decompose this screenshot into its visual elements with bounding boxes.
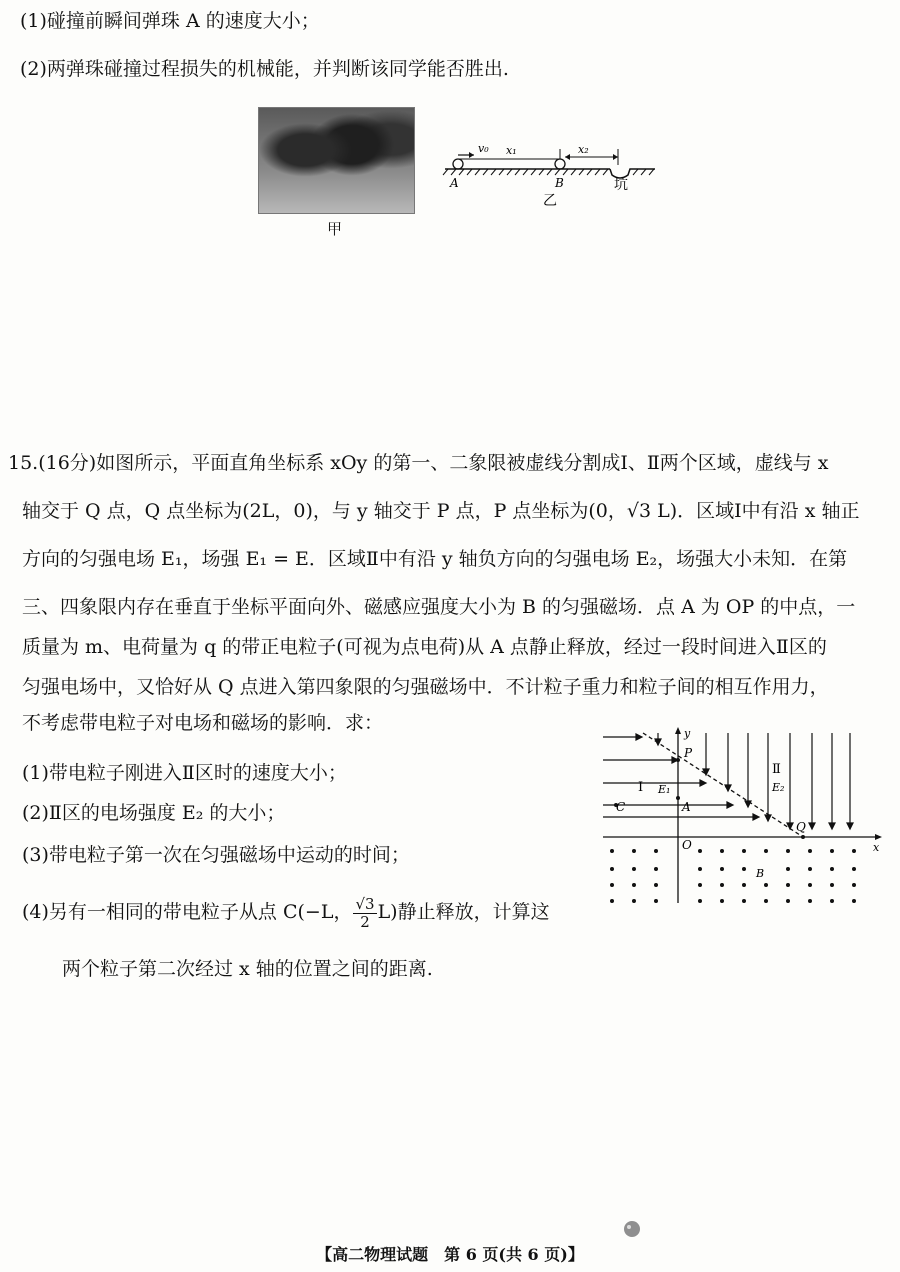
label-a: A [450, 176, 459, 190]
fig15-label-o: O [682, 838, 692, 852]
ball-a [453, 159, 463, 169]
fig15-label-q: Q [796, 820, 806, 834]
q15-sub2: (2)Ⅱ区的电场强度 E₂ 的大小； [22, 802, 286, 824]
fig15-label-c: C [616, 800, 626, 814]
label-v0: v₀ [478, 142, 489, 155]
q15-sub4 [22, 896, 550, 930]
magnetic-field-dots [610, 849, 856, 903]
fig15-label-region-2: Ⅱ [772, 762, 781, 777]
fig15-label-e2: E₂ [772, 781, 785, 794]
fig15-label-b: B [756, 867, 765, 880]
fig-yi-diagram [440, 135, 665, 210]
marbles-photo [258, 107, 415, 214]
q15-sub4-pre: (4)另有一相同的带电粒子从点 C(−L， [22, 901, 353, 923]
q15-line5: 质量为 m、电荷量为 q 的带正电粒子(可视为点电荷)从 A 点静止释放，经过一段时间进入Ⅱ区的 [22, 636, 827, 658]
label-pit: 坑 [614, 177, 628, 193]
q15-sub1: (1)带电粒子刚进入Ⅱ区时的速度大小； [22, 762, 347, 784]
fig15-diagram [598, 725, 888, 910]
stamp-mark [620, 1218, 644, 1240]
q14-sub1: (1)碰撞前瞬间弹珠 A 的速度大小； [20, 10, 320, 32]
fig15-label-x: x [873, 841, 880, 854]
q15-sub4-cont: 两个粒子第二次经过 x 轴的位置之间的距离. [62, 958, 433, 980]
q15-line6: 匀强电场中，又恰好从 Q 点进入第四象限的匀强磁场中．不计粒子重力和粒子间的相互作用力， [22, 676, 829, 698]
fig15-label-region-1: Ⅰ [638, 780, 644, 795]
q14-sub2: (2)两弹珠碰撞过程损失的机械能，并判断该同学能否胜出. [20, 58, 509, 80]
frac-num: √3 [355, 895, 375, 913]
fig15-label-a: A [682, 800, 691, 814]
label-x2: x₂ [578, 143, 589, 156]
fig-jia-caption: 甲 [327, 220, 343, 238]
fig15-label-y: y [684, 727, 691, 740]
page-footer: 【高二物理试题 第 6 页(共 6 页)】 [316, 1245, 584, 1264]
q15-line7: 不考虑带电粒子对电场和磁场的影响．求： [22, 712, 384, 734]
q15-line1: 15.(16分)如图所示，平面直角坐标系 xOy 的第一、二象限被虚线分割成Ⅰ、Ⅱ两个区域，虚线与 x [8, 452, 829, 474]
q15-sub4-post: L)静止释放，计算这 [377, 901, 550, 923]
fig15-label-e1: E₁ [658, 783, 671, 796]
frac-den: 2 [360, 912, 370, 931]
label-x1: x₁ [506, 144, 517, 157]
q15-sub3: (3)带电粒子第一次在匀强磁场中运动的时间； [22, 844, 410, 866]
fraction-sqrt3-over-2 [353, 896, 376, 930]
fig15-label-p: P [684, 746, 693, 760]
q15-line3: 方向的匀强电场 E₁，场强 E₁ = E．区域Ⅱ中有沿 y 轴负方向的匀强电场 E₂，场强大小未知．在第 [22, 548, 848, 570]
label-b: B [555, 176, 564, 190]
q15-line2: 轴交于 Q 点，Q 点坐标为(2L，0)，与 y 轴交于 P 点，P 点坐标为(0，√3 L)．区域Ⅰ中有沿 x 轴正 [22, 500, 860, 522]
fig-yi-caption: 乙 [543, 193, 557, 209]
ball-b [555, 159, 565, 169]
q15-line4: 三、四象限内存在垂直于坐标平面向外、磁感应强度大小为 B 的匀强磁场．点 A 为 OP 的中点，一 [22, 596, 856, 618]
